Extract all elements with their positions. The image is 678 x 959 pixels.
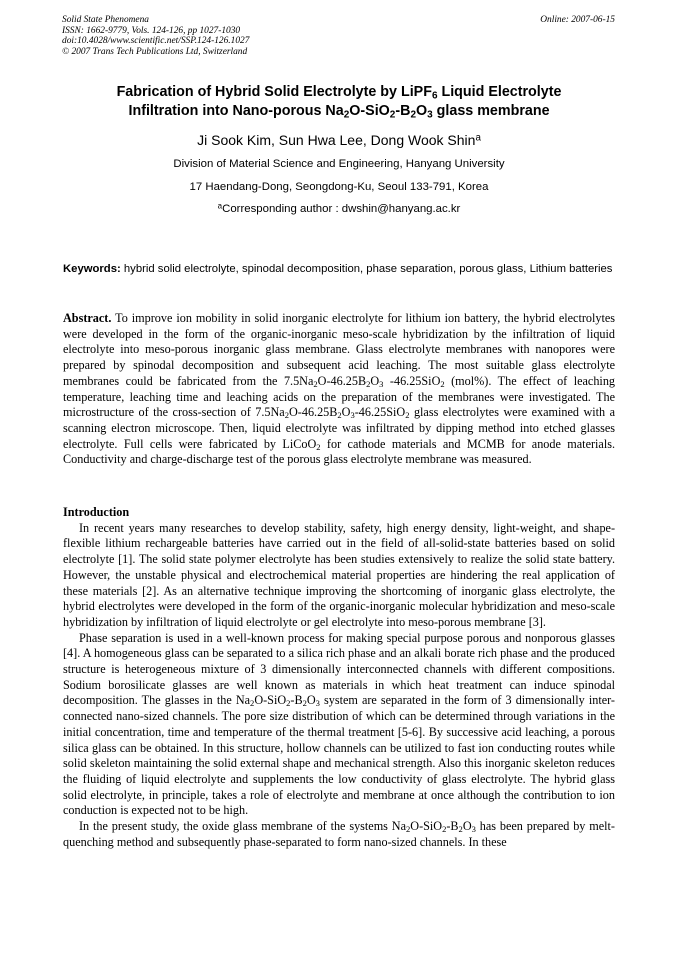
introduction-heading: Introduction (63, 505, 130, 519)
abstract-text: -46.25SiO (354, 405, 406, 420)
intro-paragraph-3 (63, 819, 615, 850)
author-list (40, 131, 638, 149)
intro-paragraph-1: In recent years many researches to develop stability, safety, high energy density, light-weight, and shape-flexible lithium rechargeable batteries have carried out in the field of all-solid-state batteries based on solid electrolyte [1]. The solid state polymer electrolyte has been studies extensively to realize the solid state battery. However, the unstable physical and electrochemical material properties are hindering the real application of these materials [2]. As an alternative technique improving the shortcoming of inorganic glass electrolyte, the hybrid electrolytes were developed in the form of the organic-inorganic molecular hybridization and meso-scale hybridization by infiltration of liquid electrolyte or gel electrolyte into meso-porous membrane [3]. (63, 520, 615, 629)
title-text: Fabrication of Hybrid Solid Electrolyte by LiPF (116, 84, 432, 100)
affiliation-line-1: Division of Material Science and Engineering, Hanyang University (173, 158, 505, 170)
corresponding-author (40, 202, 638, 216)
intro-text: -B (446, 819, 459, 834)
abstract-subscript: 3 (379, 378, 384, 389)
title-subscript: 2 (410, 109, 417, 121)
intro-text: Phase separation is used in a well-known process for making special purpose porous and nonporous glasses [4]. A homogeneous glass can be separated to a silica rich phase and an alkali borate rich phase and the produced structure is heterogeneous mixture of 3 dimensionally interconnected channels with different compositions. Sodium borosilicate glasses are well known as materials in which heat treatment can induce spinodal decomposition. The glasses in the Na (63, 630, 615, 708)
intro-text: -B (290, 693, 303, 708)
abstract-subscript: 2 (440, 378, 445, 389)
author-superscript: a (475, 132, 481, 144)
intro-text: O (462, 819, 472, 834)
abstract-label: Abstract. (63, 311, 112, 325)
intro-subscript: 2 (442, 824, 447, 835)
issn-line: ISSN: 1662-9779, Vols. 124-126, pp 1027-1030 (62, 25, 241, 36)
abstract-text: O-46.25B (288, 405, 338, 420)
keywords-label: Keywords: (63, 263, 121, 275)
corresponding-superscript: a (217, 201, 223, 211)
intro-subscript: 2 (406, 824, 411, 835)
abstract-subscript: 2 (284, 410, 289, 421)
intro-subscript: 2 (302, 698, 307, 709)
abstract-subscript: 2 (337, 410, 342, 421)
abstract-paragraph (63, 311, 615, 468)
abstract-subscript: 2 (366, 378, 371, 389)
title-text: Liquid Electrolyte (437, 84, 562, 100)
abstract (63, 311, 615, 468)
title-subscript: 2 (343, 109, 350, 121)
abstract-text: O-46.25B (317, 373, 367, 388)
title-text: Infiltration into Nano-porous Na (128, 102, 344, 119)
title-text: O (416, 102, 428, 119)
abstract-text: -46.25SiO (383, 373, 441, 388)
affiliation-line-2: 17 Haendang-Dong, Seongdong-Ku, Seoul 133-791, Korea (189, 181, 489, 193)
intro-text: O (306, 693, 316, 708)
abstract-subscript: 3 (350, 410, 355, 421)
intro-text: O-SiO (410, 819, 443, 834)
title-subscript: 3 (427, 109, 433, 121)
introduction-section (63, 505, 615, 850)
intro-text: has been prepared by melt-quenching method and subsequently phase-separated to form nano-sized channels. In these (63, 819, 615, 849)
abstract-text: O (370, 373, 380, 388)
abstract-text: glass electrolytes were examined with a scanning electron microscope. Then, liquid electrolyte was infiltrated by dipping method into etched glasses electrolyte. Full cells were fabricated by LiCoO (63, 405, 615, 451)
title-subscript: 6 (431, 90, 438, 102)
copyright-line: © 2007 Trans Tech Publications Ltd, Switzerland (62, 46, 248, 57)
title-text: O-SiO (349, 102, 390, 119)
intro-subscript: 3 (471, 824, 476, 835)
abstract-text: O (341, 405, 351, 420)
abstract-subscript: 2 (405, 410, 410, 421)
title-line-1 (40, 83, 638, 102)
intro-paragraph-2 (63, 631, 615, 819)
doi-line: doi:10.4028/www.scientific.net/SSP.124-126.1027 (62, 36, 250, 47)
journal-name: Solid State Phenomena (62, 15, 149, 25)
abstract-text: (mol%). The effect of leaching temperature, leaching time and leaching acids on the preparation of the membranes were investigated. The microstructure of the cross-section of 7.5Na (63, 373, 616, 420)
keywords (63, 262, 615, 277)
online-date: Online: 2007-06-15 (540, 15, 615, 25)
abstract-subscript: 2 (316, 441, 321, 452)
intro-text: system are separated in the form of 3 dimensionally inter-connected nano-sized channels. The pore size distribution of which can be determined through variations in the initial concentration, time and temperature of the thermal treatment [5-6]. By successive acid leaching, a porous silica glass can be obtained. In this structure, hollow channels can be utilized to fast ion conducting routes while solid skeleton maintaining the solid external shape and mechanical strength. Also this inorganic skeleton reduces the fluiding of liquid electrolyte and supplements the low conductivity of glass electrolyte. The hybrid glass solid electrolyte, in principle, takes a role of electrolyte and membrane at once although the contribution to ion conduction is expected not to be high. (63, 693, 615, 818)
intro-subscript: 2 (286, 698, 291, 709)
intro-subscript: 3 (315, 698, 320, 709)
title-text: -B (395, 102, 411, 119)
paper-title (40, 83, 638, 120)
title-subscript: 2 (389, 109, 396, 121)
title-line-2 (40, 102, 638, 121)
abstract-text: for cathode materials and MCMB for anode materials. Conductivity and charge-discharge test of the porous glass electrolyte membrane was measured. (63, 436, 616, 467)
abstract-text: To improve ion mobility in solid inorganic electrolyte for lithium ion battery, the hybrid electrolytes were developed in the form of the organic-inorganic meso-scale hybridization by the infiltration of liquid electrolyte into meso-porous inorganic glass membrane. Glass electrolyte membranes with nanopores were prepared by spinodal decomposition and subsequent acid leaching. The most suitable glass electrolyte membranes could be fabricated from the 7.5Na (63, 311, 615, 388)
intro-subscript: 2 (250, 698, 255, 709)
intro-text: O-SiO (254, 693, 287, 708)
journal-header (62, 15, 249, 57)
abstract-subscript: 2 (313, 378, 318, 389)
intro-text: In the present study, the oxide glass membrane of the systems Na (79, 819, 406, 834)
author-names: Ji Sook Kim, Sun Hwa Lee, Dong Wook Shin (197, 132, 476, 148)
corresponding-text: Corresponding author : dwshin@hanyang.ac.kr (222, 203, 461, 215)
title-text: glass membrane (432, 102, 550, 119)
keywords-text: hybrid solid electrolyte, spinodal decomposition, phase separation, porous glass, Lithium batteries (120, 263, 613, 275)
intro-subscript: 2 (458, 824, 463, 835)
